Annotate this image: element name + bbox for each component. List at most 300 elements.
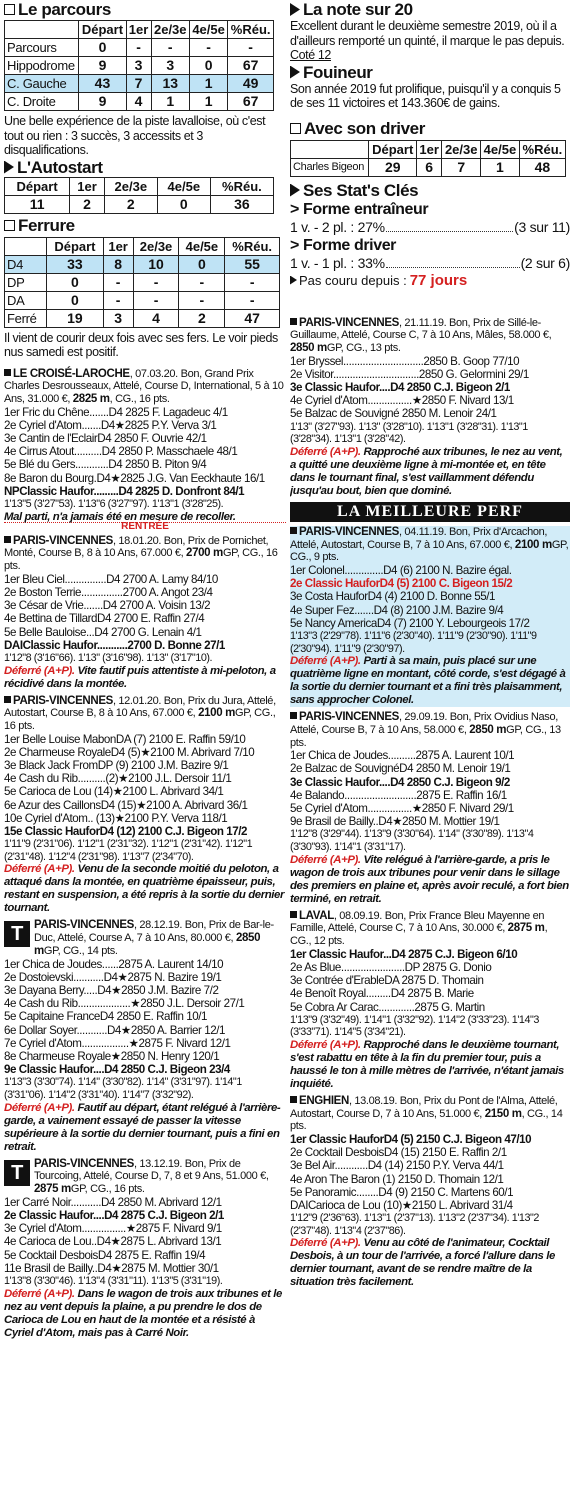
race-result-line: NPClassic Haufor.........D4 2825 D. Donfront 84/1 xyxy=(4,484,245,498)
table-cell: 8 xyxy=(103,255,133,273)
race-distance: 2850 m xyxy=(290,341,327,354)
comment-text: Venu de la seconde moitié du peloton, a attaqué dans la montée, en quatrième épaisseur, puis, restant en suspension, a été repris à la sortie du dernier tournant. xyxy=(4,863,285,915)
table-cell: 1 xyxy=(189,75,227,93)
table-cell: 11 xyxy=(5,195,70,213)
comment-text: Fautif au départ, étant relégué à l'arrière-garde, a vainement essayé de passer la vitesse supérieure à la sortie du dernier tournant, puis a fini en retrait. xyxy=(4,1101,281,1153)
table-cell: - xyxy=(133,273,179,291)
race-info-tail: GP, CG., 13 pts. xyxy=(290,723,561,749)
table-cell: 1 xyxy=(481,158,520,176)
race-result-line: 3e César de Vrie.......D4 2700 A. Voisin 13/2 xyxy=(4,599,211,613)
race-venue: PARIS-VINCENNES xyxy=(299,316,399,329)
race-result-line: 1er Chica de Joudes......2875 A. Laurent 14/10 xyxy=(4,957,224,971)
race-result-line: 5e Blé du Gers............D4 2850 B. Piton 9/4 xyxy=(4,458,207,472)
comment-text: Rapproché dans le deuxième tournant, s'est rabattu en tête à la fin du premier tour, puis a haussé le ton à mille mètres de l'arrivée, n'étant jamais inquiété. xyxy=(290,1038,564,1090)
table-header-cell: 2e/3e xyxy=(442,140,481,158)
table-cell: D4 xyxy=(5,255,47,273)
table-header-cell: %Réu. xyxy=(228,21,274,39)
table-cell: 3 xyxy=(103,309,133,327)
square-bullet-icon xyxy=(290,911,297,918)
table-header-cell: Départ xyxy=(47,237,103,255)
deferre-label: Déferré (A+P). xyxy=(290,1237,361,1250)
race-result-line: 9e Classic Haufor....D4 2850 C.J. Bigeon 23/4 xyxy=(4,1063,230,1077)
race-times: 1'13"3 (2'29"78). 1'11"6 (2'30"40). 1'11"9 (2'30"90). 1'11"9 (2'30"94). 1'11"9 (2'30"97). xyxy=(290,629,537,655)
table-cell: - xyxy=(103,273,133,291)
race-header xyxy=(290,910,570,948)
race-result-line: 1er Bleu Ciel...............D4 2700 A. Lamy 84/10 xyxy=(4,572,218,586)
race-entry xyxy=(290,711,570,906)
table-row xyxy=(5,93,274,111)
table-header-cell: 1er xyxy=(417,140,442,158)
race-result-line: 5e Capitaine FranceD4 2850 E. Raffin 10/1 xyxy=(4,1010,208,1024)
table-cell: 2 xyxy=(179,309,225,327)
race-result-line: 8e Baron du Bourg.D4★2825 J.G. Van Eeckhaute 16/1 xyxy=(4,471,265,485)
race-distance: 2850 m xyxy=(469,723,507,736)
rentree-label: RENTRÉE xyxy=(4,522,286,531)
race-info-tail: , CG., 16 pts. xyxy=(109,392,170,405)
race-result-line: 1er Colonel..............D4 (6) 2100 N. Bazire égal. xyxy=(290,563,512,577)
table-cell: 0 xyxy=(79,39,126,57)
table-row xyxy=(5,255,280,273)
table-header-cell: 1er xyxy=(126,21,151,39)
race-entry xyxy=(290,317,570,498)
driver-table xyxy=(290,140,566,177)
triangle-icon xyxy=(290,276,297,285)
past-races-left xyxy=(4,368,286,1340)
table-row xyxy=(5,291,280,309)
table-cell: 36 xyxy=(210,195,273,213)
triangle-icon xyxy=(290,184,300,197)
race-result-line: 5e Balzac de Souvigné 2850 M. Lenoir 24/1 xyxy=(290,407,497,421)
table-row xyxy=(291,158,566,176)
table-cell: 49 xyxy=(228,75,274,93)
race-result-line: 3e Costa HauforD4 (4) 2100 D. Bonne 55/1 xyxy=(290,590,495,604)
table-cell: - xyxy=(151,39,189,57)
race-comment xyxy=(290,1039,570,1091)
race-times: 1'13"8 (3'30"46). 1'13"4 (3'31"11). 1'13"5 (3'31"19). xyxy=(4,1274,223,1287)
race-result-line: 4e Carioca de Lou..D4★2875 L. Abrivard 13/1 xyxy=(4,1235,222,1249)
race-comment: Mal parti, n'a jamais été en mesure de recoller. xyxy=(4,510,236,523)
table-cell: 0 xyxy=(157,195,210,213)
square-bullet-icon xyxy=(290,1096,297,1103)
table-cell: - xyxy=(103,291,133,309)
table-cell: 0 xyxy=(179,255,225,273)
forme-entraineur-heading: > Forme entraîneur xyxy=(290,200,429,218)
dot-leader xyxy=(386,255,520,268)
race-entry xyxy=(4,695,286,916)
race-venue: LAVAL xyxy=(299,909,334,922)
table-cell: 2 xyxy=(70,195,105,213)
table-header-cell: 4e/5e xyxy=(157,177,210,195)
race-comment xyxy=(290,655,570,707)
race-result-line: 15e Classic HauforD4 (12) 2100 C.J. Bigeon 17/2 xyxy=(4,825,248,839)
race-entry xyxy=(4,1158,286,1340)
race-info-tail: GP, CG., 13 pts. xyxy=(326,341,401,354)
table-cell: - xyxy=(133,291,179,309)
race-info-tail: GP, CG., 9 pts. xyxy=(290,538,569,564)
checkbox-square-icon xyxy=(4,4,15,15)
right-column xyxy=(290,0,570,1491)
comment-text: Dans le wagon de trois aux tribunes et le nez au vent depuis la plaine, a pu prendre le dos de Carioca de Lou en haut de la montée et a résisté à Cyriel d'Atom, mais pas à Carré Noir. xyxy=(4,1287,282,1339)
race-header xyxy=(290,1095,570,1133)
race-info: , 04.11.19. Bon, Prix d'Arcachon, Attelé, Autostart, Course B, 7 à 10 Ans, 67.000 €, xyxy=(290,525,548,551)
race-result-line: 2e Cyriel d'Atom.......D4★2825 P.Y. Verva 3/1 xyxy=(4,418,217,432)
table-header-cell: 4e/5e xyxy=(481,140,520,158)
race-result-line: 9e Brasil de Bailly..D4★2850 M. Mottier 19/1 xyxy=(290,815,500,829)
race-result-line: 11e Brasil de Bailly..D4★2875 M. Mottier 30/1 xyxy=(4,1261,219,1275)
comment-text: Vite fautif puis attentiste à mi-peloton, a récidivé dans la montée. xyxy=(4,664,276,690)
race-header xyxy=(290,711,570,749)
race-header xyxy=(290,526,570,564)
race-info-tail: GP, CG., 16 pts. xyxy=(4,707,276,732)
race-result-line: 2e Cocktail DesboisD4 (15) 2150 E. Raffin 2/1 xyxy=(290,1146,507,1160)
race-result-line: 3e Cyriel d'Atom................★2875 F. Nivard 9/1 xyxy=(4,1222,222,1236)
race-times: 1'12"8 (3'16"66). 1'13" (3'16"98). 1'13" (3'17"10). xyxy=(4,651,213,664)
comment-text: Vite relégué à l'arrière-garde, a pris le wagon de trois aux tribunes pour venir dans le sillage des premiers en plaine et, après avoir reculé, a fort bien terminé, en retrait. xyxy=(290,853,569,905)
race-venue: ENGHIEN xyxy=(299,1094,349,1107)
autostart-table xyxy=(4,177,274,214)
race-result-line: 2e Charmeuse RoyaleD4 (5)★2100 M. Abrivard 7/10 xyxy=(4,745,255,759)
race-info: , 08.09.19. Bon, Prix France Bleu Mayenne en Famille, Attelé, Course C, 7 à 10 Ans, 30.000 €, xyxy=(290,909,545,935)
table-cell: 2 xyxy=(104,195,157,213)
race-result-line: 1er Classic Haufor...D4 2875 C.J. Bigeon 6/10 xyxy=(290,947,518,961)
table-row xyxy=(5,39,274,57)
race-result-line: 5e Nancy AmericaD4 (7) 2100 Y. Lebourgeois 17/2 xyxy=(290,616,530,630)
table-cell: 43 xyxy=(79,75,126,93)
race-distance: 2100 m xyxy=(514,538,552,551)
race-result-line: 3e Classic Haufor....D4 2850 C.J. Bigeon 9/2 xyxy=(290,775,510,789)
square-bullet-icon xyxy=(4,536,11,543)
table-cell: 19 xyxy=(47,309,103,327)
race-info: , 29.09.19. Bon, Prix Ovidius Naso, Attelé, Course B, 7 à 10 Ans, 58.000 €, xyxy=(290,711,558,736)
race-result-line: 1er Classic HauforD4 (5) 2150 C.J. Bigeon 47/10 xyxy=(290,1133,532,1147)
checkbox-square-icon xyxy=(290,123,301,134)
race-result-line: 4e Cash du Rib..........(2)★2100 J.L. Dersoir 11/1 xyxy=(4,772,232,786)
ferrure-table xyxy=(4,237,280,328)
square-bullet-icon xyxy=(290,318,297,325)
race-comment xyxy=(4,1102,286,1154)
table-cell: 1 xyxy=(151,93,189,111)
note-heading: La note sur 20 xyxy=(290,0,570,19)
race-distance: 2875 m xyxy=(34,1183,71,1195)
race-header xyxy=(4,535,286,573)
race-result-line: 3e Cantin de l'EclairD4 2850 F. Ouvrie 42/1 xyxy=(4,432,207,446)
race-comment xyxy=(4,1288,286,1340)
table-row xyxy=(5,195,274,213)
driver-heading: Avec son driver xyxy=(290,119,570,138)
race-result-line: 4e Balando..........................2875 E. Raffin 16/1 xyxy=(290,788,507,802)
table-row xyxy=(5,273,280,291)
comment-text: Parti à sa main, puis placé sur une quatrième ligne en montant, côté corde, s'est dégagé à la sortie du dernier tournant et a fini très plaisamment, sans approcher Colonel. xyxy=(290,655,566,707)
table-header-cell xyxy=(291,140,369,158)
table-cell: C. Droite xyxy=(5,93,79,111)
table-row xyxy=(5,57,274,75)
race-venue: PARIS-VINCENNES xyxy=(299,525,399,538)
table-cell: DP xyxy=(5,273,47,291)
table-cell: 47 xyxy=(225,309,280,327)
race-venue: PARIS-VINCENNES xyxy=(299,711,399,724)
square-bullet-icon xyxy=(290,527,297,534)
table-cell: - xyxy=(179,291,225,309)
cote-value: Coté 12 xyxy=(290,48,331,62)
race-times: 1'13"9 (3'32"49). 1'14"1 (3'32"92). 1'14"2 (3'33"23). 1'14"3 (3'33"71). 1'14"5 (3'34"21). xyxy=(290,1013,539,1039)
race-entry xyxy=(4,919,286,1153)
deferre-label: Déferré (A+P). xyxy=(4,1287,75,1300)
parcours-text: Une belle expérience de la piste lavalloise, où c'est tout ou rien : 3 succès, 3 accessits et 3 disqualifications. xyxy=(4,114,266,157)
table-header-cell: Départ xyxy=(79,21,126,39)
table-header-cell: %Réu. xyxy=(225,237,280,255)
race-result-line: 1er Belle Louise MabonDA (7) 2100 E. Raffin 59/10 xyxy=(4,732,246,746)
race-entry xyxy=(4,368,286,531)
table-cell: 67 xyxy=(228,93,274,111)
deferre-label: Déferré (A+P). xyxy=(4,664,75,677)
table-header-cell: 1er xyxy=(103,237,133,255)
table-cell: 48 xyxy=(519,158,565,176)
race-result-line: 4e Cyriel d'Atom................★2850 F. Nivard 13/1 xyxy=(290,394,514,408)
race-result-line: 4e Super Fez.......D4 (8) 2100 J.M. Bazire 9/4 xyxy=(290,603,504,617)
ferrure-heading: Ferrure xyxy=(4,216,286,235)
race-header xyxy=(4,1158,286,1196)
autostart-heading: L'Autostart xyxy=(4,158,286,177)
race-info: , 18.01.20. Bon, Prix de Pornichet, Monté, Course B, 8 à 10 Ans, 67.000 €, xyxy=(4,534,269,560)
table-cell: 9 xyxy=(79,93,126,111)
past-races-right xyxy=(290,317,570,1290)
table-cell: 6 xyxy=(417,158,442,176)
race-result-line: 5e Cyriel d'Atom................★2850 F. Nivard 29/1 xyxy=(290,802,514,816)
race-header xyxy=(290,317,570,355)
race-result-line: 1er Bryssel.............................2850 B. Goop 77/10 xyxy=(290,354,520,368)
table-header-cell xyxy=(5,237,47,255)
square-bullet-icon xyxy=(4,369,11,376)
table-cell: 3 xyxy=(151,57,189,75)
forme-driver-line: 1 v. - 1 pl. : 33% (2 sur 6) xyxy=(290,254,570,271)
table-cell: 13 xyxy=(151,75,189,93)
race-info: , 28.12.19. Bon, Prix de Bar-le-Duc, Attelé, Course A, 7 à 10 Ans, 80.000 €, xyxy=(34,919,274,945)
race-info: , 13.12.19. Bon, Prix de Tourcoing, Attelé, Course D, 7, 8 et 9 Ans, 51.000 €, xyxy=(34,1157,269,1183)
race-result-line: DAICarioca de Lou (10)★2150 L. Abrivard 31/4 xyxy=(290,1199,513,1213)
race-venue: PARIS-VINCENNES xyxy=(34,1157,134,1170)
race-entry xyxy=(290,526,570,707)
race-entry xyxy=(290,910,570,1091)
race-result-line: 2e Classic HauforD4 (5) 2100 C. Bigeon 15/2 xyxy=(290,577,513,591)
race-result-line: 3e Classic Haufor....D4 2850 C.J. Bigeon 2/1 xyxy=(290,381,510,395)
race-result-line: 4e Cirrus Atout..........D4 2850 P. Masschaele 48/1 xyxy=(4,445,238,459)
race-result-line: 2e Classic Haufor....D4 2875 C.J. Bigeon 2/1 xyxy=(4,1208,224,1222)
table-cell: 3 xyxy=(126,57,151,75)
forme-driver-heading: > Forme driver xyxy=(290,236,397,254)
race-result-line: 1er Fric du Chêne.......D4 2825 F. Lagadeuc 4/1 xyxy=(4,405,228,419)
race-result-line: 6e Azur des CaillonsD4 (15)★2100 A. Abrivard 36/1 xyxy=(4,798,248,812)
race-info-tail: GP, CG., 16 pts. xyxy=(4,547,278,573)
race-result-line: DAIClassic Haufor...........2700 D. Bonne 27/1 xyxy=(4,638,225,652)
table-cell: 0 xyxy=(47,273,103,291)
best-performance-banner: LA MEILLEURE PERF xyxy=(290,502,570,522)
race-distance: 2875 m xyxy=(507,922,545,935)
race-entry xyxy=(290,1095,570,1290)
race-info-tail: , CG., 12 pts. xyxy=(290,922,548,948)
race-times: 1'13" (3'27"93). 1'13" (3'28"10). 1'13"1 (3'28"31). 1'13"1 (3'28"34). 1'13"1 (3'28"42). xyxy=(290,420,528,446)
race-info: , 21.11.19. Bon, Prix de Sillé-le-Guillaume, Attelé, Course C, 7 à 10 Ans, Mâles, 58.000 €, xyxy=(290,316,552,342)
table-cell: C. Gauche xyxy=(5,75,79,93)
race-venue: PARIS-VINCENNES xyxy=(13,694,113,707)
table-header-cell: %Réu. xyxy=(210,177,273,195)
race-result-line: 5e Cocktail DesboisD4 2875 E. Raffin 19/4 xyxy=(4,1248,206,1262)
table-cell: - xyxy=(225,273,280,291)
race-result-line: 2e Boston Terrie...............2700 A. Angot 23/4 xyxy=(4,585,213,599)
race-result-line: 3e Dayana Berry.....D4★2850 J.M. Bazire 7/2 xyxy=(4,983,219,997)
table-cell: - xyxy=(126,39,151,57)
race-comment xyxy=(290,854,570,906)
deferre-label: Déferré (A+P). xyxy=(290,853,361,866)
fouineur-heading: Fouineur xyxy=(290,63,570,82)
deferre-label: Déferré (A+P). xyxy=(4,1101,75,1114)
race-result-line: 5e Panoramic........D4 (9) 2150 C. Martens 60/1 xyxy=(290,1185,514,1199)
checkbox-square-icon xyxy=(4,220,15,231)
tierce-logo-icon: T xyxy=(4,1160,30,1186)
triangle-icon xyxy=(290,66,300,79)
table-cell: Ferré xyxy=(5,309,47,327)
race-info: , 12.01.20. Bon, Prix du Jura, Attelé, Autostart, Course B, 8 à 10 Ans, 67.000 €, xyxy=(4,694,276,720)
table-header-cell: %Réu. xyxy=(519,140,565,158)
race-result-line: 1er Carré Noir...........D4 2850 M. Abrivard 12/1 xyxy=(4,1195,222,1209)
race-times: 1'12"8 (3'29"44). 1'13"9 (3'30"64). 1'14" (3'30"89). 1'13"4 (3'30"93). 1'14"1 (3'31"17). xyxy=(290,828,534,854)
race-result-line: 10e Cyriel d'Atom.. (13)★2100 P.Y. Verva 118/1 xyxy=(4,811,228,825)
note-text: Excellent durant le deuxième semestre 2019, où il a d'ailleurs remporté un quinté, il marque le pas depuis. Coté 12 xyxy=(290,19,565,62)
left-column xyxy=(4,0,286,1491)
race-comment xyxy=(290,1237,570,1289)
parcours-table xyxy=(4,20,274,111)
race-info-tail: GP, CG., 16 pts. xyxy=(70,1183,145,1195)
race-result-line: 4e Aron The Baron (1) 2150 D. Thomain 12/1 xyxy=(290,1172,504,1186)
race-result-line: 2e Visitor...............................2850 G. Gelormini 29/1 xyxy=(290,367,529,381)
table-row xyxy=(5,309,280,327)
table-header-cell: 2e/3e xyxy=(133,237,179,255)
square-bullet-icon xyxy=(290,712,297,719)
race-times: 1'11"9 (2'31"06). 1'12"1 (2'31"32). 1'12"1 (2'31"42). 1'12"1 (2'31"48). 1'12"4 (2'31"98). 1'13"7 (2'34"70). xyxy=(4,838,253,863)
table-cell: - xyxy=(225,291,280,309)
race-distance: 2700 m xyxy=(186,547,223,560)
deferre-label: Déferré (A+P). xyxy=(290,1038,361,1051)
table-header-cell: Départ xyxy=(5,177,70,195)
pas-couru-line: Pas couru depuis : 77 jours xyxy=(290,272,570,289)
comment-text: Rapproché aux tribunes, le nez au vent, a quitté une deuxième ligne à mi-montée et, en tête dans le tournant final, s'est vaillamment défendu jusqu'au bout, bien que dominé. xyxy=(290,445,563,497)
race-info-tail: GP, CG., 14 pts. xyxy=(43,944,118,957)
race-result-line: 5e Carioca de Lou (14)★2100 L. Abrivard 34/1 xyxy=(4,785,224,799)
table-cell: 33 xyxy=(47,255,103,273)
table-cell: DA xyxy=(5,291,47,309)
race-comment xyxy=(4,863,286,915)
table-cell: 10 xyxy=(133,255,179,273)
table-cell: Parcours xyxy=(5,39,79,57)
table-row xyxy=(5,75,274,93)
table-header-cell: 1er xyxy=(70,177,105,195)
table-cell: 0 xyxy=(189,57,227,75)
square-bullet-icon xyxy=(4,696,11,703)
race-result-line: 8e Charmeuse Royale★2850 N. Henry 120/1 xyxy=(4,1050,220,1063)
deferre-label: Déferré (A+P). xyxy=(4,863,75,876)
table-cell: 29 xyxy=(369,158,417,176)
table-cell: 9 xyxy=(79,57,126,75)
race-result-line: 5e Belle Bauloise...D4 2700 G. Lenain 4/1 xyxy=(4,625,202,639)
deferre-label: Déferré (A+P). xyxy=(290,445,361,458)
race-result-line: 7e Cyriel d'Atom.................★2875 F. Nivard 12/1 xyxy=(4,1036,231,1050)
table-cell: 7 xyxy=(442,158,481,176)
table-cell: Charles Bigeon xyxy=(291,158,369,176)
table-cell: - xyxy=(179,273,225,291)
race-times: 1'13"5 (3'27"53). 1'13"6 (3'27"97). 1'13"1 (3'28"25). xyxy=(4,498,224,511)
race-venue: PARIS-VINCENNES xyxy=(34,919,134,932)
triangle-icon xyxy=(4,161,14,174)
race-venue: PARIS-VINCENNES xyxy=(13,534,113,547)
race-result-line: 3e Contrée d'ErableDA 2875 D. Thomain xyxy=(290,974,484,988)
forme-entraineur-line: 1 v. - 2 pl. : 27% (3 sur 11) xyxy=(290,218,570,235)
race-result-line: 3e Bel Air............D4 (14) 2150 P.Y. Verva 44/1 xyxy=(290,1159,504,1173)
table-cell: 0 xyxy=(47,291,103,309)
race-times: 1'13"3 (3'30"74). 1'14" (3'30"82). 1'14" (3'31"97). 1'14"1 (3'31"06). 1'14"2 (3'31"40). 1'14"7 (3'32"92). xyxy=(4,1076,242,1101)
table-cell: 7 xyxy=(126,75,151,93)
deferre-label: Déferré (A+P). xyxy=(290,655,361,668)
race-info: , 07.03.20. Bon, Grand Prix Charles Desrousseaux, Attelé, Course D, International, 5 à 10 Ans, 31.000 €, xyxy=(4,367,284,405)
race-header xyxy=(4,368,286,406)
table-header-cell: 4e/5e xyxy=(189,21,227,39)
table-cell: - xyxy=(189,39,227,57)
table-header-cell: 4e/5e xyxy=(179,237,225,255)
dot-leader xyxy=(386,219,513,232)
table-header-cell xyxy=(5,21,79,39)
race-info-tail: , CG., 14 pts. xyxy=(290,1107,563,1133)
race-result-line: 3e Black Jack FromDP (9) 2100 J.M. Bazire 9/1 xyxy=(4,759,229,773)
race-result-line: 4e Cash du Rib...................★2850 J.L. Dersoir 27/1 xyxy=(4,997,245,1011)
parcours-heading: Le parcours xyxy=(4,0,286,19)
race-info: , 13.08.19. Bon, Prix du Pont de l'Alma, Attelé, Autostart, Course D, 7 à 10 Ans, 51.000 €, xyxy=(290,1094,558,1120)
table-cell: 4 xyxy=(133,309,179,327)
race-times: 1'12"9 (2'36"63). 1'13"1 (2'37"13). 1'13"2 (2'37"34). 1'13"2 (2'37"48). 1'13"4 (2'37"86). xyxy=(290,1212,539,1237)
race-result-line: 4e Bettina de TillardD4 2700 E. Raffin 27/4 xyxy=(4,612,205,626)
table-header-cell: 2e/3e xyxy=(151,21,189,39)
table-cell: - xyxy=(228,39,274,57)
table-cell: 1 xyxy=(189,93,227,111)
stats-heading: Ses Stat's Clés xyxy=(290,181,570,200)
race-header xyxy=(4,919,286,957)
race-venue: LE CROISÉ-LAROCHE xyxy=(13,367,130,380)
race-comment xyxy=(4,665,286,691)
table-cell: 55 xyxy=(225,255,280,273)
race-distance: 2100 m xyxy=(198,707,235,720)
comment-text: Venu au côté de l'animateur, Cocktail Desbois, à un tour de l'arrivée, a forcé l'allure dans le dernier tournant, avant de se rendre maître de la situation très facilement. xyxy=(290,1237,555,1289)
race-result-line: 2e As Blue.......................DP 2875 G. Donio xyxy=(290,960,492,974)
ferrure-text: Il vient de courir deux fois avec ses fers. Le voir pieds nus samedi est positif. xyxy=(4,330,278,359)
race-result-line: 4e Benoît Royal.........D4 2875 B. Marie xyxy=(290,987,474,1001)
table-cell: Hippodrome xyxy=(5,57,79,75)
table-cell: 67 xyxy=(228,57,274,75)
race-distance: 2825 m xyxy=(72,392,110,405)
fouineur-text: Son année 2019 fut prolifique, puisqu'il y a conquis 5 de ses 11 victoires et 143.360€ de gains. xyxy=(290,81,561,110)
race-result-line: 2e Balzac de SouvignéD4 2850 M. Lenoir 19/1 xyxy=(290,762,511,776)
jours-value: 77 jours xyxy=(409,271,468,289)
triangle-icon xyxy=(290,3,300,16)
race-distance: 2150 m xyxy=(484,1107,522,1120)
table-header-cell: Départ xyxy=(369,140,417,158)
race-result-line: 1er Chica de Joudes..........2875 A. Laurent 10/1 xyxy=(290,749,515,763)
race-distance: 2850 m xyxy=(34,932,261,957)
race-result-line: 6e Dollar Soyer...........D4★2850 A. Barrier 12/1 xyxy=(4,1023,225,1037)
table-header-cell: 2e/3e xyxy=(104,177,157,195)
race-comment xyxy=(290,446,570,498)
race-result-line: 2e Dostoievski...........D4★2875 N. Bazire 19/1 xyxy=(4,970,222,984)
table-cell: 4 xyxy=(126,93,151,111)
race-entry xyxy=(4,535,286,691)
tierce-logo-icon: T xyxy=(4,921,30,947)
race-result-line: 5e Cobra Ar Carac.............2875 G. Martin xyxy=(290,1000,485,1014)
